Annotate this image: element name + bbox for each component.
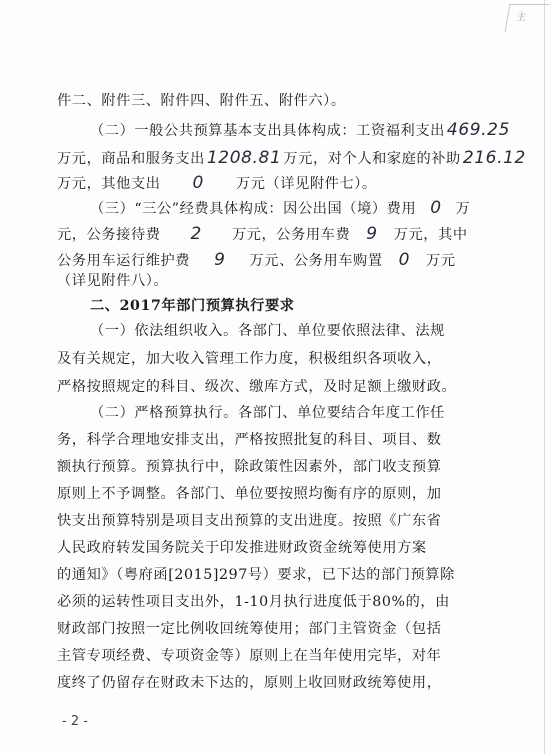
handwritten-wages: 469.25 — [446, 120, 510, 140]
handwritten-car: 9 — [366, 224, 378, 244]
text-line — [57, 272, 168, 290]
line-text: 财政部门按照一定比例收回统筹使用；部门主管资金（包括 — [57, 621, 442, 637]
handwritten-family-subsidy: 216.12 — [462, 148, 526, 168]
handwritten-reception: 2 — [190, 224, 202, 244]
line-text: 度终了仍留存在财政未下达的，原则上收回财政统筹使用， — [57, 675, 442, 691]
line-text: 二、2017年部门预算执行要求 — [90, 298, 295, 314]
line-text: 快支出预算特别是项目支出预算的支出进度。按照《广东省 — [57, 513, 442, 529]
text-line — [57, 647, 441, 665]
text-line — [90, 404, 445, 422]
line-text: 万元（详见附件七）。 — [235, 176, 377, 192]
text-line — [90, 199, 470, 218]
text-line — [57, 485, 441, 503]
section-heading — [90, 297, 295, 315]
text-line — [57, 620, 441, 638]
text-line — [57, 593, 450, 611]
line-text: 万元 — [426, 253, 456, 269]
text-line — [57, 512, 441, 530]
text-line — [57, 225, 468, 244]
page-edge — [544, 0, 545, 754]
handwritten-other: 0 — [192, 173, 204, 193]
text-line — [57, 251, 456, 270]
text-line — [57, 566, 455, 584]
line-text: 万元，商品和服务支出 — [57, 151, 205, 167]
line-text: 元，公务接待费 — [57, 227, 161, 243]
line-text: （二）严格预算执行。各部门、单位要结合年度工作任 — [90, 405, 445, 421]
text-line — [90, 121, 512, 140]
text-line — [57, 539, 427, 557]
text-line — [57, 174, 377, 193]
text-line — [57, 458, 441, 476]
line-text: 万元，对个人和家庭的补助 — [283, 151, 461, 167]
line-text: （三）“三公”经费具体构成：因公出国（境）费用 — [90, 201, 417, 217]
line-text: 主管专项经费、专项资金等）原则上在当年使用完毕，对年 — [57, 648, 442, 664]
line-text: （二）一般公共预算基本支出具体构成：工资福利支出 — [90, 123, 445, 139]
corner-stamp: 主 — [505, 4, 550, 32]
line-text: 及有关规定，加大收入管理工作力度，积极组织各项收入， — [57, 351, 442, 367]
handwritten-car-purchase: 0 — [398, 250, 411, 270]
line-text: 万元，其他支出 — [57, 176, 161, 192]
text-line — [57, 674, 441, 692]
line-text: 万元、公务用车购置 — [249, 253, 383, 269]
line-text: 原则上不予调整。各部门、单位要按照均衡有序的原则，加 — [57, 486, 442, 502]
line-text: 必须的运转性项目支出外，1-10月执行进度低于80%的，由 — [57, 594, 450, 610]
handwritten-car-maintenance: 9 — [214, 250, 226, 270]
line-text: 务，科学合理地安排支出，严格按照批复的科目、项目、数 — [57, 432, 442, 448]
handwritten-goods-services: 1208.81 — [206, 148, 282, 168]
line-text: （详见附件八）。 — [57, 273, 169, 289]
page-number: - 2 - — [62, 714, 88, 729]
text-line — [90, 322, 445, 340]
handwritten-overseas: 0 — [430, 198, 442, 218]
line-text: 严格按照规定的科目、级次、缴库方式，及时足额上缴财政。 — [57, 379, 457, 395]
line-text: 万元，其中 — [393, 227, 468, 243]
line-text: 公务用车运行维护费 — [57, 253, 191, 269]
text-line — [57, 92, 346, 110]
text-line — [57, 431, 441, 449]
line-text: 额执行预算。预算执行中，除政策性因素外，部门收支预算 — [57, 459, 442, 475]
line-text: 件二、附件三、附件四、附件五、附件六）。 — [57, 93, 346, 109]
line-text: 的通知》（粤府函[2015]297号）要求，已下达的部门预算除 — [57, 567, 455, 583]
line-text: （一）依法组织收入。各部门、单位要依照法律、法规 — [90, 323, 445, 339]
text-line — [57, 350, 441, 368]
text-line — [57, 378, 456, 396]
text-line — [57, 149, 528, 168]
line-text: 人民政府转发国务院关于印发推进财政资金统筹使用方案 — [57, 540, 427, 556]
line-text: 万 — [455, 201, 471, 217]
line-text: 万元，公务用车费 — [231, 227, 351, 243]
